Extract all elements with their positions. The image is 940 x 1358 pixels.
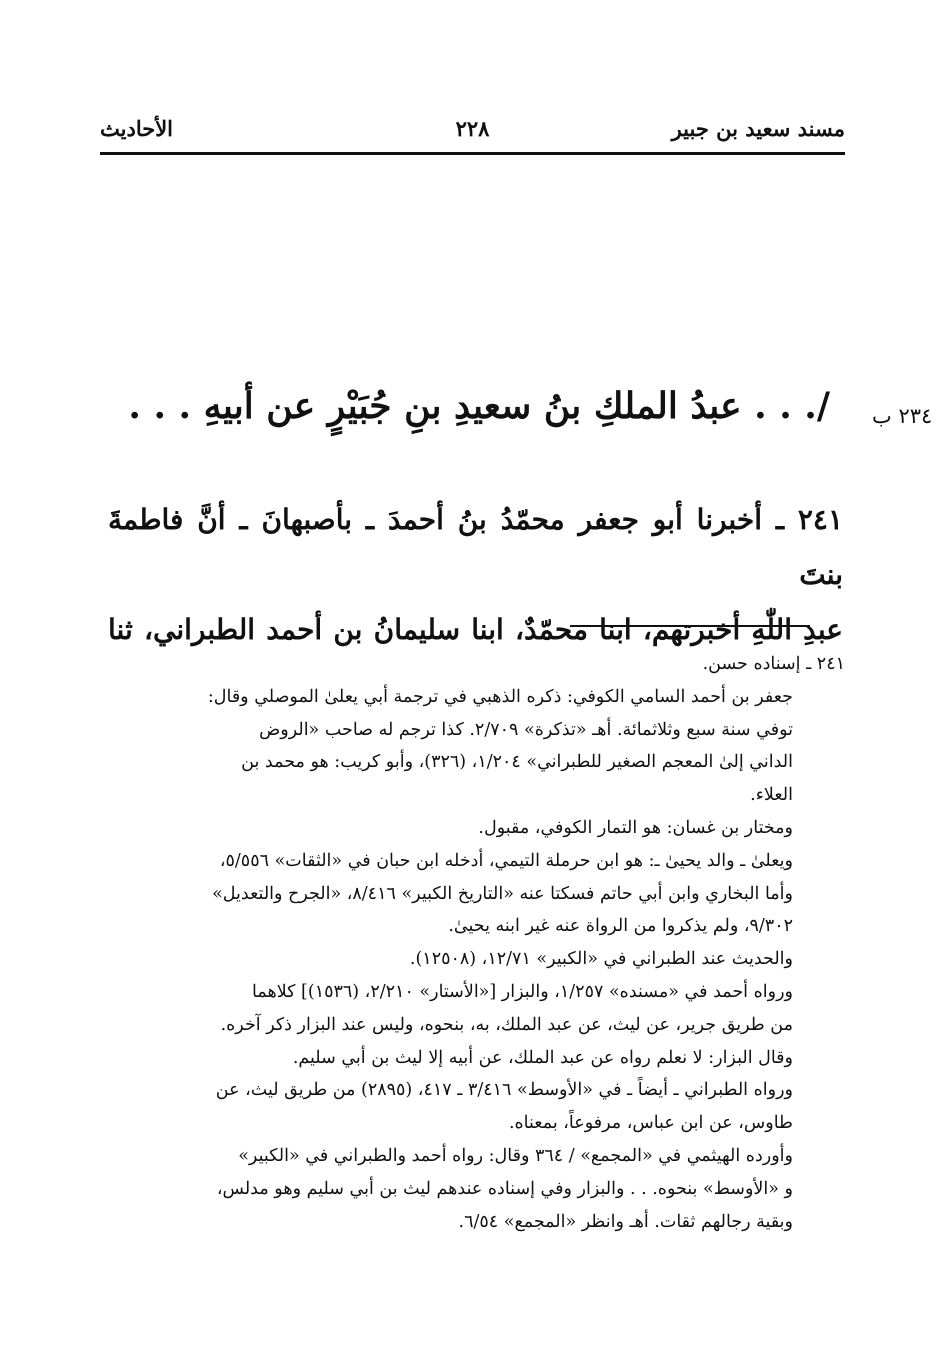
chapter-heading: /. . . عبدُ الملكِ بنُ سعيدِ بنِ جُبَيْرٍ عن أبيهِ . . .: [128, 385, 830, 427]
footnote-line: وقال البزار: لا نعلم رواه عن عبد الملك، عن أبيه إلا ليث بن أبي سليم.: [292, 1047, 793, 1068]
footnote-line: و «الأوسط» بنحوه. . . والبزار وفي إسناده عندهم ليث بن أبي سليم وهو مدلس،: [216, 1178, 793, 1199]
footnote-line: توفي سنة سبع وثلاثمائة. أهـ «تذكرة» ٢/٧٠٩. كذا ترجم له صاحب «الروض: [259, 719, 793, 740]
footnote-line: وأورده الهيثمي في «المجمع» / ٣٦٤ وقال: رواه أحمد والطبراني في «الكبير»: [238, 1145, 793, 1166]
footnote-paragraph: [100, 812, 793, 845]
footnote-line: جعفر بن أحمد السامي الكوفي: ذكره الذهبي في ترجمة أبي يعلىٰ الموصلي وقال:: [207, 686, 793, 707]
footnote-paragraph: [100, 1074, 793, 1140]
footnotes: [100, 648, 845, 1238]
footnote-paragraph: [100, 943, 793, 976]
hadith-line: ٢٤١ ـ أخبرنا أبو جعفر محمّدُ بنُ أحمدَ ـ بأصبهانَ ـ أنَّ فاطمةَ بنتَ: [108, 503, 843, 591]
footnote-line: والحديث عند الطبراني في «الكبير» ١٢/٧١، (١٢٥٠٨).: [409, 949, 793, 970]
footnote-line: ومختار بن غسان: هو التمار الكوفي، مقبول.: [478, 817, 793, 838]
footnote-line: الداني إلىٰ المعجم الصغير للطبراني» ١/٢٠٤، (٣٢٦)، وأبو كريب: هو محمد بن: [241, 752, 793, 773]
page-number: ٢٢٨: [455, 116, 490, 141]
page-header: [100, 110, 845, 155]
manuscript-folio-ref: ٢٣٤ ب: [872, 404, 933, 428]
footnote-line: وأما البخاري وابن أبي حاتم فسكتا عنه «التاريخ الكبير» ٨/٤١٦، «الجرح والتعديل»: [212, 883, 793, 904]
footnote-line: العلاء.: [750, 785, 793, 806]
section-title: الأحاديث: [100, 116, 174, 141]
hadith-text: [108, 492, 843, 657]
footnote-paragraph: [100, 845, 793, 943]
footnote-paragraph: [100, 976, 793, 1042]
footnote-paragraph: [100, 1042, 793, 1075]
footnote-line: طاوس، عن ابن عباس، مرفوعاً، بمعناه.: [508, 1113, 793, 1134]
book-title: مسند سعيد بن جبير: [671, 116, 845, 141]
footnote-separator: [570, 625, 810, 627]
footnote-line: ويعلىٰ ـ والد يحيىٰ ـ: هو ابن حرملة التيمي، أدخله ابن حبان في «الثقات» ٥/٥٥٦،: [219, 850, 793, 871]
footnote-line: ورواه أحمد في «مسنده» ١/٢٥٧، والبزار [«الأستار» ٢/٢١٠، (١٥٣٦)] كلاهما: [252, 981, 793, 1002]
footnote-line: وبقية رجالهم ثقات. أهـ وانظر «المجمع» ٦/٥٤.: [458, 1211, 793, 1232]
footnote-paragraph: [100, 681, 793, 812]
hadith-line: عبدِ اللّٰهِ أخبرتهم، ابنا محمّدٌ، ابنا سليمانُ بن أحمد الطبراني، ثنا: [108, 613, 843, 646]
footnote-heading: ٢٤١ ـ إسناده حسن.: [702, 654, 845, 674]
footnote-paragraph: [100, 1140, 793, 1238]
footnote-line: ٩/٣٠٢، ولم يذكروا من الرواة عنه غير ابنه يحيىٰ.: [448, 916, 793, 937]
footnote-line: ورواه الطبراني ـ أيضاً ـ في «الأوسط» ٣/٤١٦ ـ ٤١٧، (٢٨٩٥) من طريق ليث، عن: [215, 1080, 793, 1101]
footnote-line: من طريق جرير، عن ليث، عن عبد الملك، به، بنحوه، وليس عند البزار ذكر آخره.: [220, 1014, 793, 1035]
